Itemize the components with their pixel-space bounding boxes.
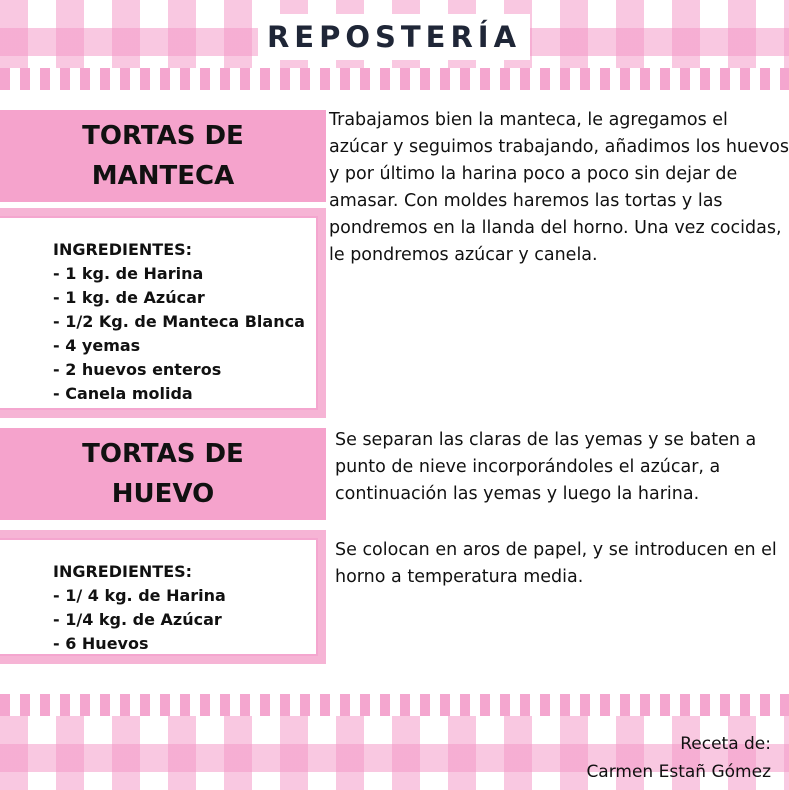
ingredient-item: - 6 Huevos xyxy=(53,634,149,653)
recipe-title-line-2: MANTECA xyxy=(91,161,235,191)
ingredient-item: - 1 kg. de Azúcar xyxy=(53,288,205,307)
method-text-huevo-2: Se colocan en aros de papel, y se introducen en el horno a temperatura media. xyxy=(335,540,777,587)
page-title: REPOSTERÍA xyxy=(266,20,522,54)
ingredients-panel xyxy=(0,216,318,410)
ingredients-list xyxy=(53,238,305,406)
ingredients-list xyxy=(53,560,226,656)
ingredients-panel xyxy=(0,538,318,656)
ingredient-item: - 1/ 4 kg. de Harina xyxy=(53,586,226,605)
credit-label: Receta de: xyxy=(680,734,771,754)
ingredient-item: - 2 huevos enteros xyxy=(53,360,222,379)
header-border-stripes xyxy=(0,68,789,90)
ingredients-box-huevo xyxy=(0,530,326,664)
ingredient-item: - 1/4 kg. de Azúcar xyxy=(53,610,222,629)
method-text-huevo-1: Se separan las claras de las yemas y se baten a punto de nieve incorporándoles el azúcar, a continuación las yemas y luego la harina. xyxy=(335,430,757,504)
ingredients-box-manteca xyxy=(0,208,326,418)
recipe-title-line-1: TORTAS DE xyxy=(82,121,244,151)
ingredients-heading: INGREDIENTES: xyxy=(53,562,193,581)
ingredient-item: - 1 kg. de Harina xyxy=(53,264,204,283)
footer-border-stripes xyxy=(0,694,789,716)
recipe-title-tortas-de-manteca xyxy=(0,110,326,202)
ingredient-item: - 4 yemas xyxy=(53,336,141,355)
ingredient-item: - 1/2 Kg. de Manteca Blanca xyxy=(53,312,305,331)
recipe-title-tortas-de-huevo xyxy=(0,428,326,520)
title-plate xyxy=(258,14,530,60)
ingredient-item: - Canela molida xyxy=(53,384,193,403)
recipe-title-line-2: HUEVO xyxy=(111,479,215,509)
credit-author-name: Carmen Estañ Gómez xyxy=(586,762,771,782)
recipe-title-line-1: TORTAS DE xyxy=(82,439,244,469)
ingredients-heading: INGREDIENTES: xyxy=(53,240,193,259)
method-text-manteca: Trabajamos bien la manteca, le agregamos el azúcar y seguimos trabajando, añadimos los huevos y por último la harina poco a poco sin dejar de amasar. Con moldes haremos las tortas y las pondremos en la llanda del horno. Una vez cocidas, le pondremos azúcar y canela. xyxy=(329,110,789,265)
